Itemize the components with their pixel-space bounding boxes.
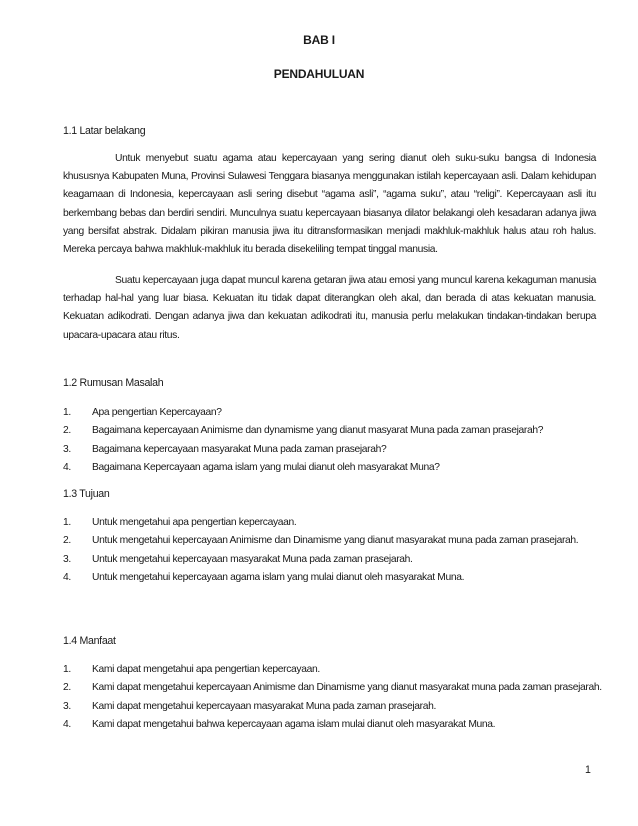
chapter-title: PENDAHULUAN xyxy=(273,67,365,81)
list-item: 2. Bagaimana kepercayaan Animisme dan dynamisme yang dianut masyarat Muna pada zaman prasejarah? xyxy=(63,425,544,437)
paragraph-1: Untuk menyebut suatu agama atau kepercayaan yang sering dianut oleh suku-suku bangsa di Indonesia khususnya Kabupaten Muna, Provinsi Sulawesi Tenggara biasanya menggunakan istilah kepercayaan asli. Dalam kehidupan keagamaan di Indonesia, kepercayaan asli sering disebut “agama asli”, “agama suku”, atau “religi”. Kepercayaan asli itu berkembang bebas dan berdiri sendiri. Munculnya suatu kepercayaan biasanya dilator belakangi oleh kesadaran adanya jiwa yang bersifat abstrak. Didalam pikiran manusia jiwa itu ditransformasikan menjadi makhluk-makhluk halus atau roh halus. Mereka percaya bahwa makhluk-makhluk itu berada disekeliling tempat tinggal manusia. xyxy=(63,153,596,256)
list-item: 2. Kami dapat mengetahui kepercayaan Animisme dan Dinamisme yang dianut masyarakat muna pada zaman prasejarah. xyxy=(63,682,602,694)
list-item: 3. Untuk mengetahui kepercayaan masyarakat Muna pada zaman prasejarah. xyxy=(63,553,413,565)
list-item: 3. Kami dapat mengetahui kepercayaan masyarakat Muna pada zaman prasejarah. xyxy=(63,700,436,712)
page-number: 1 xyxy=(585,764,591,776)
paragraph-2: Suatu kepercayaan juga dapat muncul karena getaran jiwa atau emosi yang muncul karena kekaguman manusia terhadap hal-hal yang luar biasa. Kekuatan itu tidak dapat diterangkan oleh akal, dan berada di atas kekuatan manusia. Kekuatan adikodrati. Dengan adanya jiwa dan kekuatan adikodrati itu, manusia perlu melakukan tindakan-tindakan berupa upacara-upacara atau ritus. xyxy=(63,275,596,341)
manfaat-list xyxy=(63,661,603,734)
section-heading-tujuan: 1.3 Tujuan xyxy=(63,488,110,500)
section-heading-rumusan-masalah: 1.2 Rumusan Masalah xyxy=(63,377,164,389)
list-item: 1. Untuk mengetahui apa pengertian kepercayaan. xyxy=(63,517,297,528)
list-item: 3. Bagaimana kepercayaan masyarakat Muna pada zaman prasejarah? xyxy=(63,443,387,455)
list-item: 1. Kami dapat mengetahui apa pengertian kepercayaan. xyxy=(63,664,320,675)
section-heading-latar-belakang: 1.1 Latar belakang xyxy=(63,125,146,137)
tujuan-list xyxy=(63,514,603,587)
list-item: 4. Bagaimana Kepercayaan agama islam yang mulai dianut oleh masyarakat Muna? xyxy=(63,461,440,473)
list-item: 4. Untuk mengetahui kepercayaan agama islam yang mulai dianut oleh masyarakat Muna. xyxy=(63,571,465,583)
chapter-label: BAB I xyxy=(303,33,335,47)
list-item: 2. Untuk mengetahui kepercayaan Animisme dan Dinamisme yang dianut masyarakat muna pada zaman prasejarah. xyxy=(63,535,579,547)
list-item: 1. Apa pengertian Kepercayaan? xyxy=(63,407,222,418)
list-item: 4. Kami dapat mengetahui bahwa kepercayaan agama islam mulai dianut oleh masyarakat Muna. xyxy=(63,718,496,730)
section-heading-manfaat: 1.4 Manfaat xyxy=(63,635,116,647)
rumusan-masalah-list xyxy=(63,404,603,477)
